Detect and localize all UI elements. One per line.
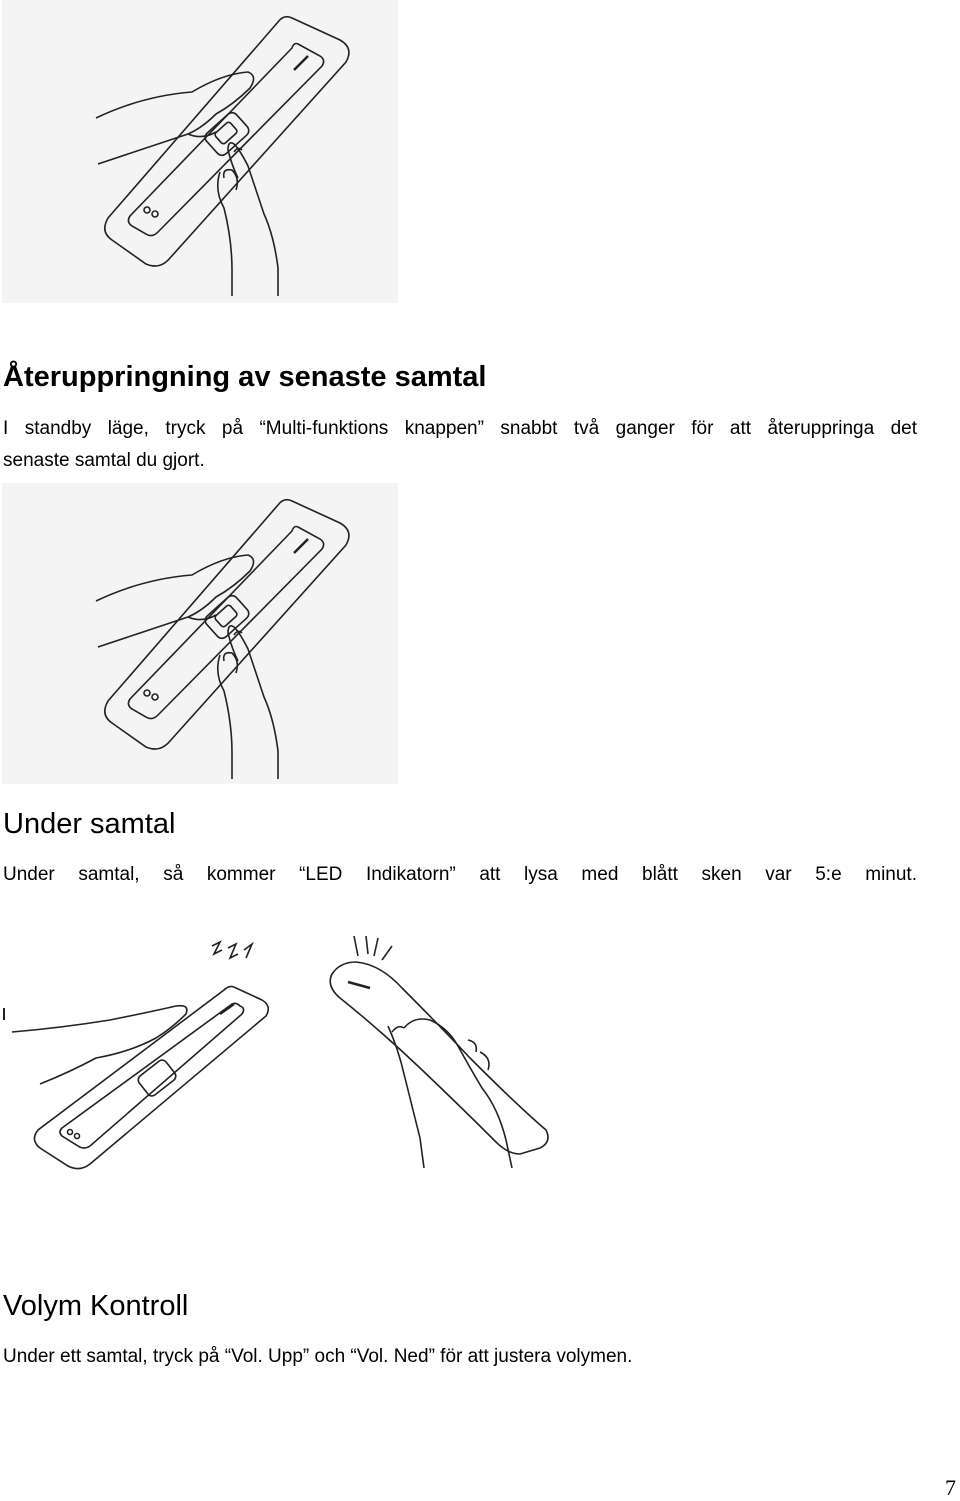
paragraph-volume-control: Under ett samtal, tryck på “Vol. Upp” och “Vol. Ned” för att justera volymen. <box>3 1346 633 1367</box>
figure-press-button-1 <box>2 0 398 303</box>
paragraph-during-call: Under samtal, så kommer “LED Indikatorn” att lysa med blått sken var 5:e minut. <box>3 864 917 885</box>
page-number: 7 <box>945 1475 956 1500</box>
heading-volume-control: Volym Kontroll <box>3 1290 189 1322</box>
figure-call-in-progress <box>0 928 560 1178</box>
paragraph-redial-line1: I standby läge, tryck på “Multi-funktions knappen” snabbt två ganger för att återuppringa det <box>3 418 917 439</box>
heading-during-call: Under samtal <box>3 808 176 840</box>
figure-press-button-2 <box>2 483 398 784</box>
heading-redial: Återuppringning av senaste samtal <box>3 361 487 393</box>
paragraph-redial-line2: senaste samtal du gjort. <box>3 450 205 471</box>
